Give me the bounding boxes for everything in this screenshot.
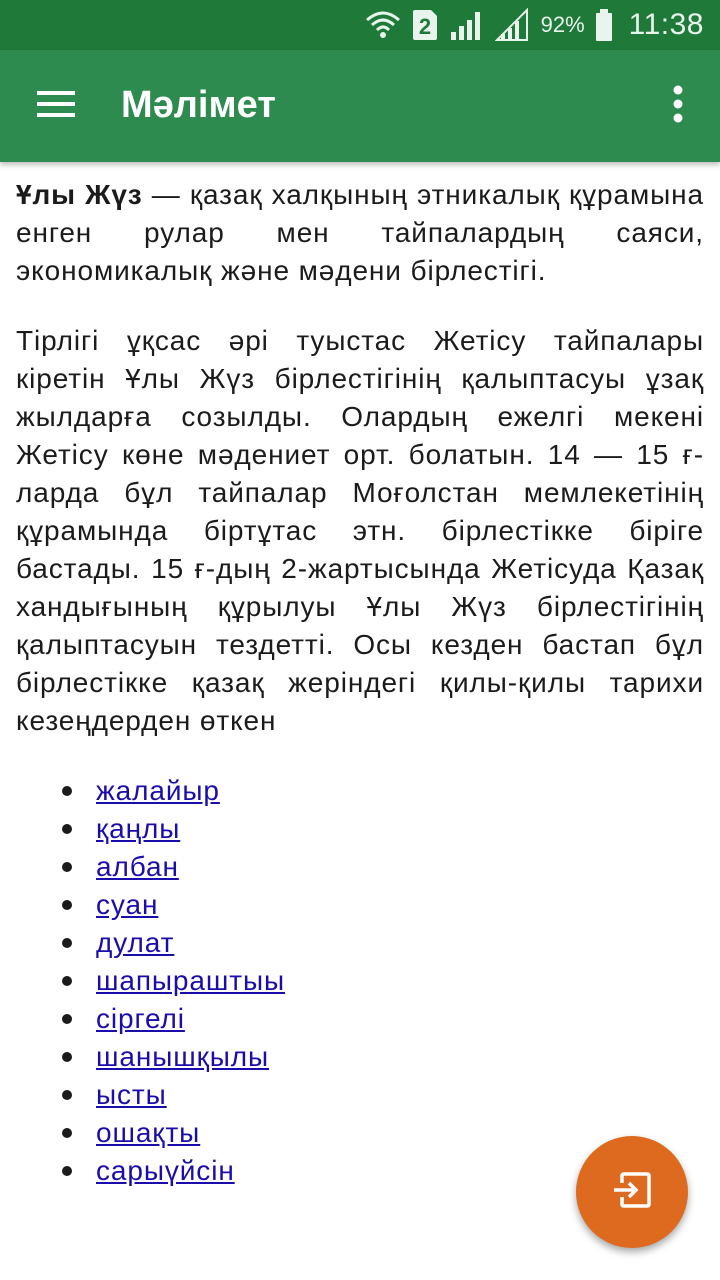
signal-icon-2: [495, 8, 531, 42]
bullet-icon: [62, 1014, 72, 1024]
list-item: [16, 848, 704, 886]
list-item: [16, 1038, 704, 1076]
bullet-icon: [62, 1090, 72, 1100]
tribe-link[interactable]: шапыраштыы: [96, 965, 286, 996]
list-item: [16, 924, 704, 962]
bullet-icon: [62, 786, 72, 796]
history-paragraph: Тірлігі ұқсас әрі туыстас Жетісу тайпалары кіретін Ұлы Жүз бірлестігінің қалыптасуы ұзақ жылдарға созылды. Олардың ежелгі мекені Жетісу көне мәдениет орт. болатын. 14 — 15 ғ-ларда бұл тайпалар Моғолстан мемлекетінің құрамында біртұтас этн. бірлестікке біріге бастады. 15 ғ-дың 2-жартысында Жетісуда Қазақ хандығының құрылуы Ұлы Жүз бірлестігінің қалыптасуын тездетті. Осы кезден бастап бұл бірлестікке қазақ жеріндегі қилы-қилы тарихи кезеңдерден өткен: [16, 325, 704, 736]
tribe-link[interactable]: суан: [96, 889, 159, 920]
intro-text: — қазақ халқының этникалық құрамына енген рулар мен тайпалардың саяси, экономикалық және мәдени бірлестігі.: [16, 179, 704, 286]
sim-badge: 2: [418, 14, 431, 39]
hamburger-menu-icon: [36, 89, 76, 124]
status-icons: [365, 0, 704, 50]
bullet-icon: [62, 938, 72, 948]
bullet-icon: [62, 1128, 72, 1138]
intro-paragraph: [16, 176, 704, 290]
menu-button[interactable]: [22, 78, 90, 134]
article-subject: Ұлы Жүз: [16, 179, 143, 210]
bullet-icon: [62, 824, 72, 834]
tribe-link[interactable]: ысты: [96, 1079, 167, 1110]
tribe-link[interactable]: албан: [96, 851, 179, 882]
page-title: Мәлімет: [121, 84, 276, 126]
list-item: [16, 962, 704, 1000]
app-bar: [0, 50, 720, 162]
list-item: [16, 810, 704, 848]
status-bar: [0, 0, 720, 50]
bullet-icon: [62, 862, 72, 872]
wifi-icon: [365, 8, 401, 42]
battery-percent: 92%: [540, 12, 585, 37]
list-item: [16, 1076, 704, 1114]
sim-2-icon: [411, 8, 439, 42]
battery-icon: [595, 8, 613, 42]
tribe-link[interactable]: ошақты: [96, 1117, 201, 1148]
tribe-link[interactable]: шанышқылы: [96, 1041, 270, 1072]
list-item: [16, 772, 704, 810]
overflow-menu-button[interactable]: [654, 78, 702, 134]
more-vert-icon: [672, 84, 684, 129]
bullet-icon: [62, 976, 72, 986]
clock: 11:38: [628, 8, 704, 41]
bullet-icon: [62, 1166, 72, 1176]
tribe-link[interactable]: сарыүйсін: [96, 1155, 235, 1186]
list-item: [16, 1000, 704, 1038]
exit-icon: [612, 1171, 652, 1214]
tribe-link[interactable]: дулат: [96, 927, 175, 958]
list-item: [16, 886, 704, 924]
article-content: [16, 176, 704, 1190]
bullet-icon: [62, 1052, 72, 1062]
signal-icon: [449, 8, 485, 42]
exit-fab-button[interactable]: [576, 1136, 688, 1248]
tribe-list: [16, 772, 704, 1190]
tribe-link[interactable]: сіргелі: [96, 1003, 185, 1034]
tribe-link[interactable]: қаңлы: [96, 813, 181, 844]
tribe-link[interactable]: жалайыр: [96, 775, 220, 806]
bullet-icon: [62, 900, 72, 910]
